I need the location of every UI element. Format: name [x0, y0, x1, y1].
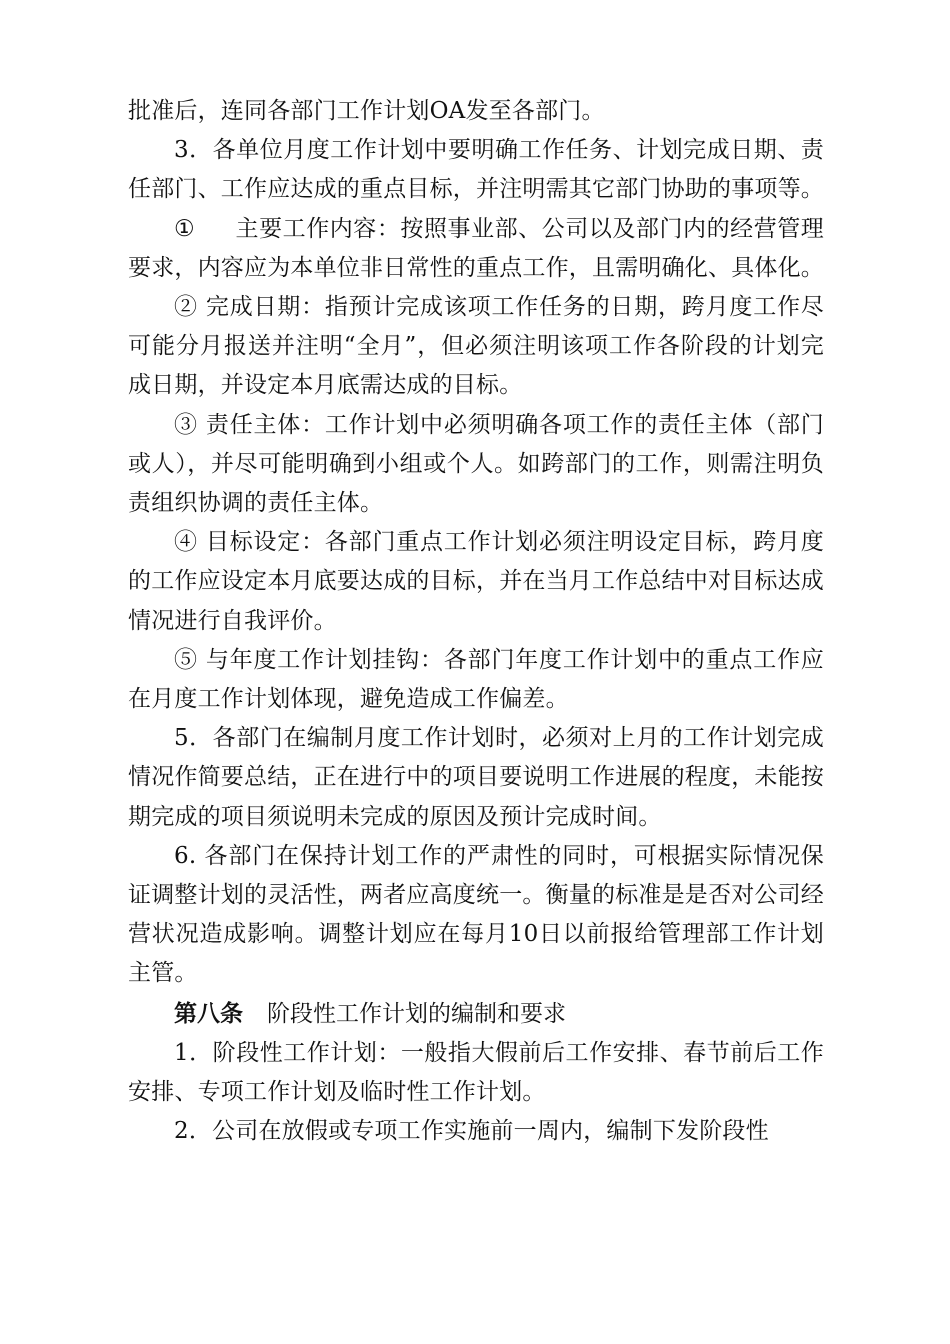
paragraph-item-6: 6. 各部门在保持计划工作的严肃性的同时，可根据实际情况保证调整计划的灵活性，两者应高度统一。衡量的标准是是否对公司经营状况造成影响。调整计划应在每月10日以前报给管理部工作计划主管。 — [128, 842, 824, 987]
paragraph-item-3: 3．各单位月度工作计划中要明确工作任务、计划完成日期、责任部门、工作应达成的重点目标，并注明需其它部门协助的事项等。 — [128, 137, 824, 203]
paragraph-completion-date: ② 完成日期：指预计完成该项工作任务的日期，跨月度工作尽可能分月报送并注明“全月”，但必须注明该项工作各阶段的计划完成日期，并设定本月底需达成的目标。 — [128, 294, 824, 399]
section-heading-article-8 — [128, 994, 824, 1034]
paragraph-item-5: 5．各部门在编制月度工作计划时，必须对上月的工作计划完成情况作简要总结，正在进行中的项目要说明工作进展的程度，未能按期完成的项目须说明未完成的原因及预计完成时间。 — [128, 725, 824, 830]
paragraph-main-content — [128, 210, 824, 288]
document-body — [128, 92, 824, 1151]
paragraph-goal-setting: ④ 目标设定：各部门重点工作计划必须注明设定目标，跨月度的工作应设定本月底要达成的目标，并在当月工作总结中对目标达成情况进行自我评价。 — [128, 529, 824, 634]
paragraph-stage-plan-2: 2．公司在放假或专项工作实施前一周内，编制下发阶段性 — [174, 1118, 769, 1145]
article-title: 阶段性工作计划的编制和要求 — [267, 1000, 566, 1027]
paragraph-responsible-party: ③ 责任主体：工作计划中必须明确各项工作的责任主体（部门或人），并尽可能明确到小组或个人。如跨部门的工作，则需注明负责组织协调的责任主体。 — [128, 411, 824, 517]
paragraph-approval: 批准后，连同各部门工作计划OA发至各部门。 — [128, 98, 605, 124]
article-label: 第八条 — [174, 999, 243, 1027]
paragraph-annual-link: ⑤ 与年度工作计划挂钩：各部门年度工作计划中的重点工作应在月度工作计划体现，避免造成工作偏差。 — [128, 646, 824, 713]
circled-number-1: ① — [174, 215, 196, 242]
paragraph-stage-plan-1: 1．阶段性工作计划：一般指大假前后工作安排、春节前后工作安排、专项工作计划及临时性工作计划。 — [128, 1039, 824, 1106]
main-content-text: 主要工作内容：按照事业部、公司以及部门内的经营管理要求，内容应为本单位非日常性的重点工作，且需明确化、具体化。 — [128, 215, 825, 281]
